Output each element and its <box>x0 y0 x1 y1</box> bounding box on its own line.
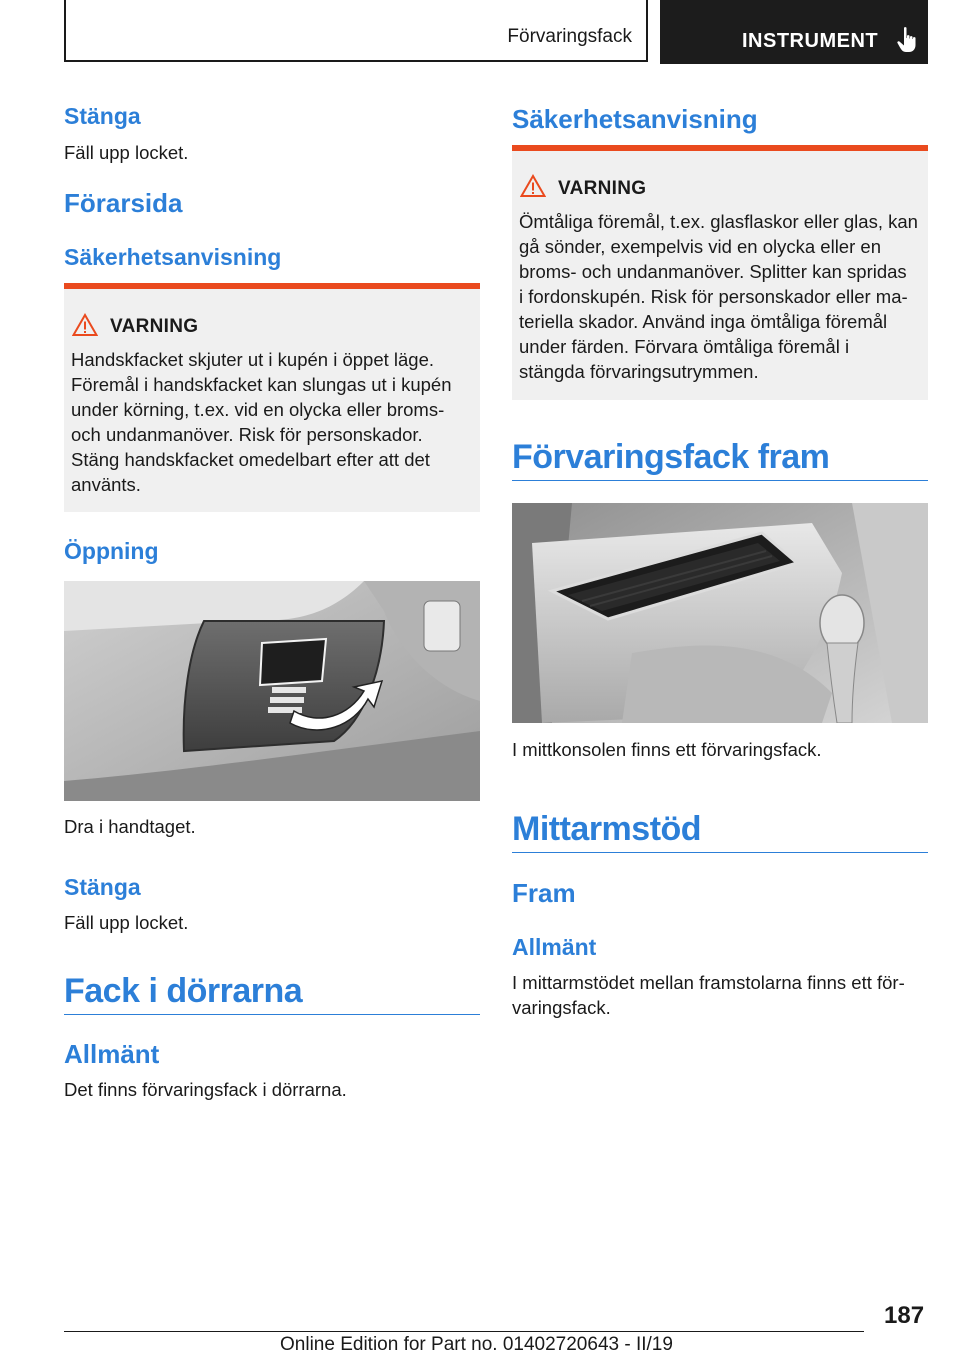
stanga-heading: Stänga <box>64 103 141 129</box>
warning-line: under körning, t.ex. vid en olycka eller broms- <box>71 399 445 420</box>
warning-line: teriella skador. Använd inga ömtåliga föremål <box>519 311 888 332</box>
stanga-text: Fäll upp locket. <box>64 142 189 163</box>
forarsida-heading: Förarsida <box>64 188 183 218</box>
stanga-heading-2: Stänga <box>64 874 141 900</box>
warning-text <box>519 209 921 384</box>
page-header <box>64 0 928 64</box>
header-section-box <box>64 0 648 62</box>
allmant-text: Det finns förvaringsfack i dörrarna. <box>64 1079 347 1100</box>
footer-edition: Online Edition for Part no. 01402720643 - II/19 <box>280 1334 673 1355</box>
sakerhetsanvisning-heading: Säkerhetsanvisning <box>64 244 282 270</box>
warning-line: stängda förvaringsutrymmen. <box>519 361 759 382</box>
warning-text <box>71 347 473 497</box>
fram-caption: I mittkonsolen finns ett förvaringsfack. <box>512 739 822 760</box>
oppning-heading: Öppning <box>64 538 159 564</box>
text-line: I mittarmstödet mellan framstolarna finns ett för- <box>512 972 905 993</box>
allmant-heading: Allmänt <box>64 1039 160 1069</box>
warning-triangle-icon <box>72 313 98 337</box>
fack-i-dorrarna-heading: Fack i dörrarna <box>64 972 303 1010</box>
header-chapter-title: INSTRUMENT <box>742 30 879 52</box>
heading-rule <box>64 1014 480 1015</box>
allmant-text-right <box>512 970 905 1020</box>
page-number: 187 <box>884 1302 925 1329</box>
glovebox-drawing <box>64 581 480 801</box>
header-chapter-box <box>660 0 928 64</box>
heading-rule <box>512 852 928 853</box>
warning-line: Stäng handskfacket omedelbart efter att det <box>71 449 430 470</box>
oppning-caption: Dra i handtaget. <box>64 816 196 837</box>
hand-pointer-icon <box>896 26 920 54</box>
allmant-heading-right: Allmänt <box>512 934 597 960</box>
heading-rule <box>512 480 928 481</box>
warning-title: VARNING <box>110 316 199 337</box>
warning-box-right <box>512 145 928 400</box>
glovebox-illustration <box>64 581 480 801</box>
warning-line: Föremål i handskfacket kan slungas ut i kupén <box>71 374 452 395</box>
center-console-illustration <box>512 503 928 723</box>
warning-line: Ömtåliga föremål, t.ex. glasflaskor eller glas, kan <box>519 211 918 232</box>
center-console-drawing <box>512 503 928 723</box>
warning-line: Handskfacket skjuter ut i kupén i öppet läge. <box>71 349 435 370</box>
fram-heading: Fram <box>512 878 576 908</box>
text-line: varingsfack. <box>512 997 611 1018</box>
warning-line: gå sönder, exempelvis vid en olycka eller en <box>519 236 881 257</box>
sakerhetsanvisning-heading-right: Säkerhetsanvisning <box>512 104 758 134</box>
warning-line: i fordonskupén. Risk för personskador eller ma- <box>519 286 908 307</box>
warning-line: under färden. Förvara ömtåliga föremål i <box>519 336 850 357</box>
warning-line: och undanmanöver. Risk för personskador. <box>71 424 423 445</box>
warning-line: broms- och undanmanöver. Splitter kan spridas <box>519 261 907 282</box>
warning-triangle-icon <box>520 174 546 198</box>
forvaringsfack-fram-heading: Förvaringsfack fram <box>512 438 830 476</box>
mittarmstod-heading: Mittarmstöd <box>512 810 702 848</box>
warning-line: använts. <box>71 474 141 495</box>
stanga-text-2: Fäll upp locket. <box>64 912 189 933</box>
warning-title: VARNING <box>558 178 647 199</box>
footer-rule <box>64 1331 864 1332</box>
header-section-title: Förvaringsfack <box>507 26 632 47</box>
warning-box <box>64 283 480 512</box>
